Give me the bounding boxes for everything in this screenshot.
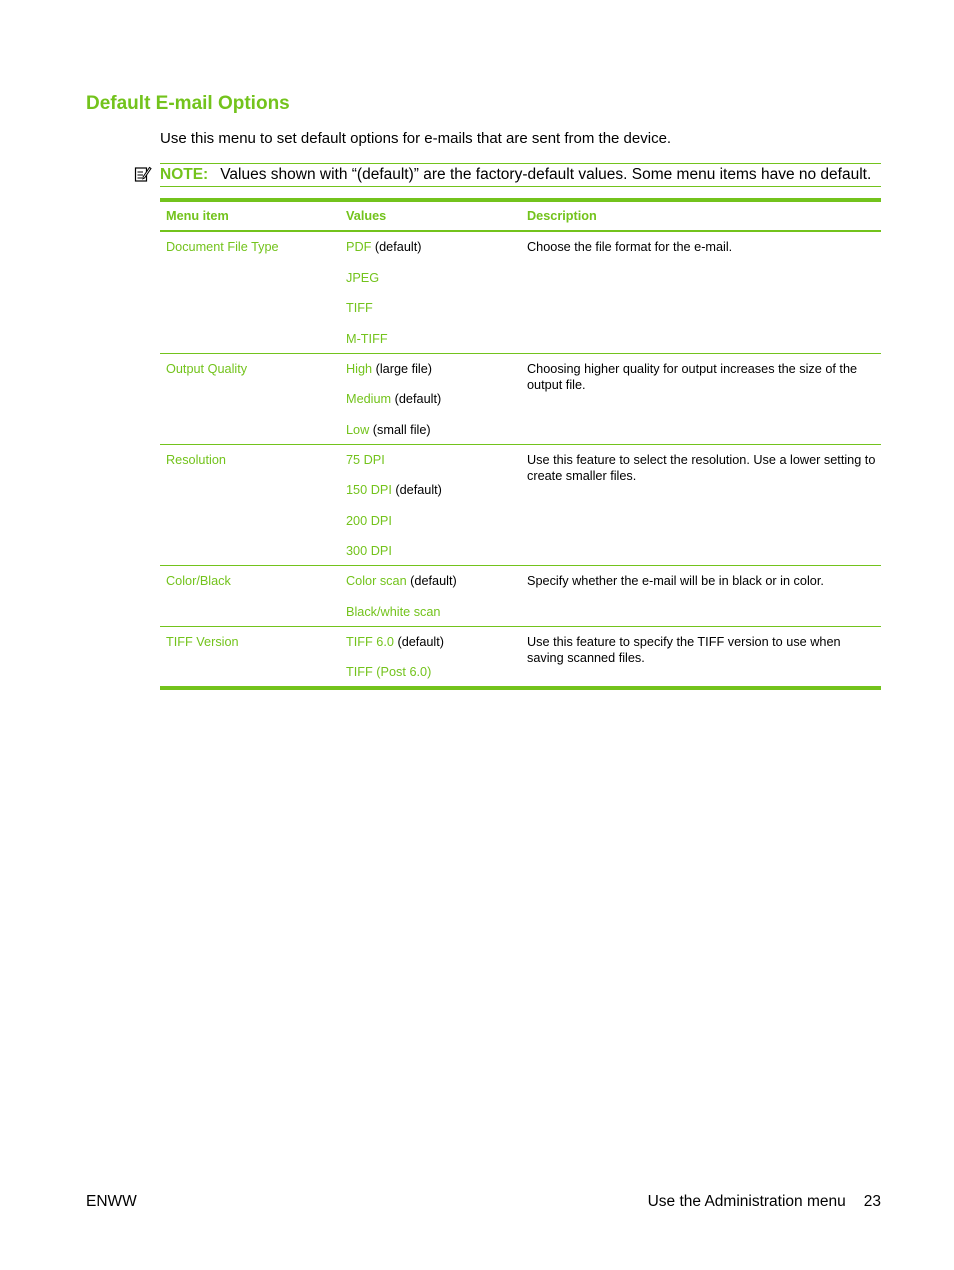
options-table — [160, 198, 881, 690]
description-cell: Use this feature to select the resolution. Use a lower setting to create smaller files. — [527, 452, 876, 483]
value-name: High — [346, 361, 373, 376]
value-option — [346, 422, 521, 438]
description-cell: Choosing higher quality for output increases the size of the output file. — [527, 361, 858, 392]
value-option — [346, 239, 521, 255]
note-pencil-icon — [134, 165, 152, 183]
value-name: TIFF — [346, 301, 373, 315]
table-row — [160, 566, 881, 627]
value-suffix: (large file) — [372, 361, 433, 376]
intro-paragraph: Use this menu to set default options for e-mails that are sent from the device. — [160, 130, 672, 147]
description-cell: Specify whether the e-mail will be in black or in color. — [527, 574, 824, 588]
values-cell — [340, 634, 521, 681]
menu-item-cell — [160, 361, 340, 438]
value-name: JPEG — [346, 270, 380, 285]
table-row — [160, 445, 881, 567]
footer-section — [648, 1193, 881, 1211]
value-suffix: (default) — [406, 574, 457, 588]
table-header — [160, 202, 881, 232]
note-label: NOTE: — [160, 166, 209, 183]
menu-item-cell — [160, 573, 340, 620]
menu-item-cell — [160, 452, 340, 560]
value-name: Color scan — [346, 574, 407, 588]
menu-item-name: Color/Black — [166, 574, 231, 588]
value-option — [346, 391, 521, 407]
value-option — [346, 543, 521, 559]
value-name: 300 DPI — [346, 544, 392, 558]
value-name: 200 DPI — [346, 513, 392, 528]
value-option — [346, 634, 521, 650]
value-name: M-TIFF — [346, 331, 388, 346]
value-name: TIFF (Post 6.0) — [346, 665, 432, 679]
description-cell: Choose the file format for the e-mail. — [527, 240, 733, 254]
value-option — [346, 664, 521, 680]
table-body — [160, 232, 881, 686]
value-name: 75 DPI — [346, 452, 385, 467]
value-option — [346, 452, 521, 468]
value-option — [346, 361, 521, 377]
value-suffix: (default) — [391, 483, 442, 497]
menu-item-name: TIFF Version — [166, 634, 239, 649]
value-suffix: (default) — [393, 634, 445, 649]
footer-enww: ENWW — [86, 1193, 137, 1210]
value-name: Medium — [346, 392, 392, 406]
value-name: PDF — [346, 240, 372, 254]
value-option — [346, 331, 521, 347]
page-number: 23 — [863, 1193, 881, 1210]
value-name: 150 DPI — [346, 483, 392, 497]
table-row — [160, 354, 881, 445]
value-name: Black/white scan — [346, 604, 441, 619]
values-cell — [340, 361, 521, 438]
value-option — [346, 270, 521, 286]
footer-section-title: Use the Administration menu — [647, 1193, 846, 1210]
values-cell — [340, 239, 521, 347]
menu-item-name: Output Quality — [166, 361, 248, 376]
note-callout — [160, 163, 881, 187]
value-suffix: (default) — [391, 392, 442, 406]
section-title: Default E-mail Options — [86, 93, 290, 114]
values-cell — [340, 573, 521, 620]
header-description: Description — [527, 209, 597, 223]
table-row — [160, 627, 881, 687]
table-row — [160, 232, 881, 354]
values-cell — [340, 452, 521, 560]
value-option — [346, 573, 521, 589]
description-cell: Use this feature to specify the TIFF version to use when saving scanned files. — [527, 634, 841, 665]
header-values: Values — [346, 209, 387, 223]
menu-item-name: Document File Type — [166, 240, 279, 254]
value-option — [346, 300, 521, 316]
value-option — [346, 513, 521, 529]
menu-item-name: Resolution — [166, 452, 226, 467]
menu-item-cell — [160, 634, 340, 681]
value-name: TIFF 6.0 — [346, 634, 394, 649]
value-option — [346, 604, 521, 620]
value-name: Low — [346, 422, 370, 437]
menu-item-cell — [160, 239, 340, 347]
value-suffix: (small file) — [369, 422, 431, 437]
value-option — [346, 482, 521, 498]
value-suffix: (default) — [371, 240, 422, 254]
header-menu-item: Menu item — [166, 209, 229, 223]
note-text: Values shown with “(default)” are the factory-default values. Some menu items have no default. — [220, 166, 872, 183]
